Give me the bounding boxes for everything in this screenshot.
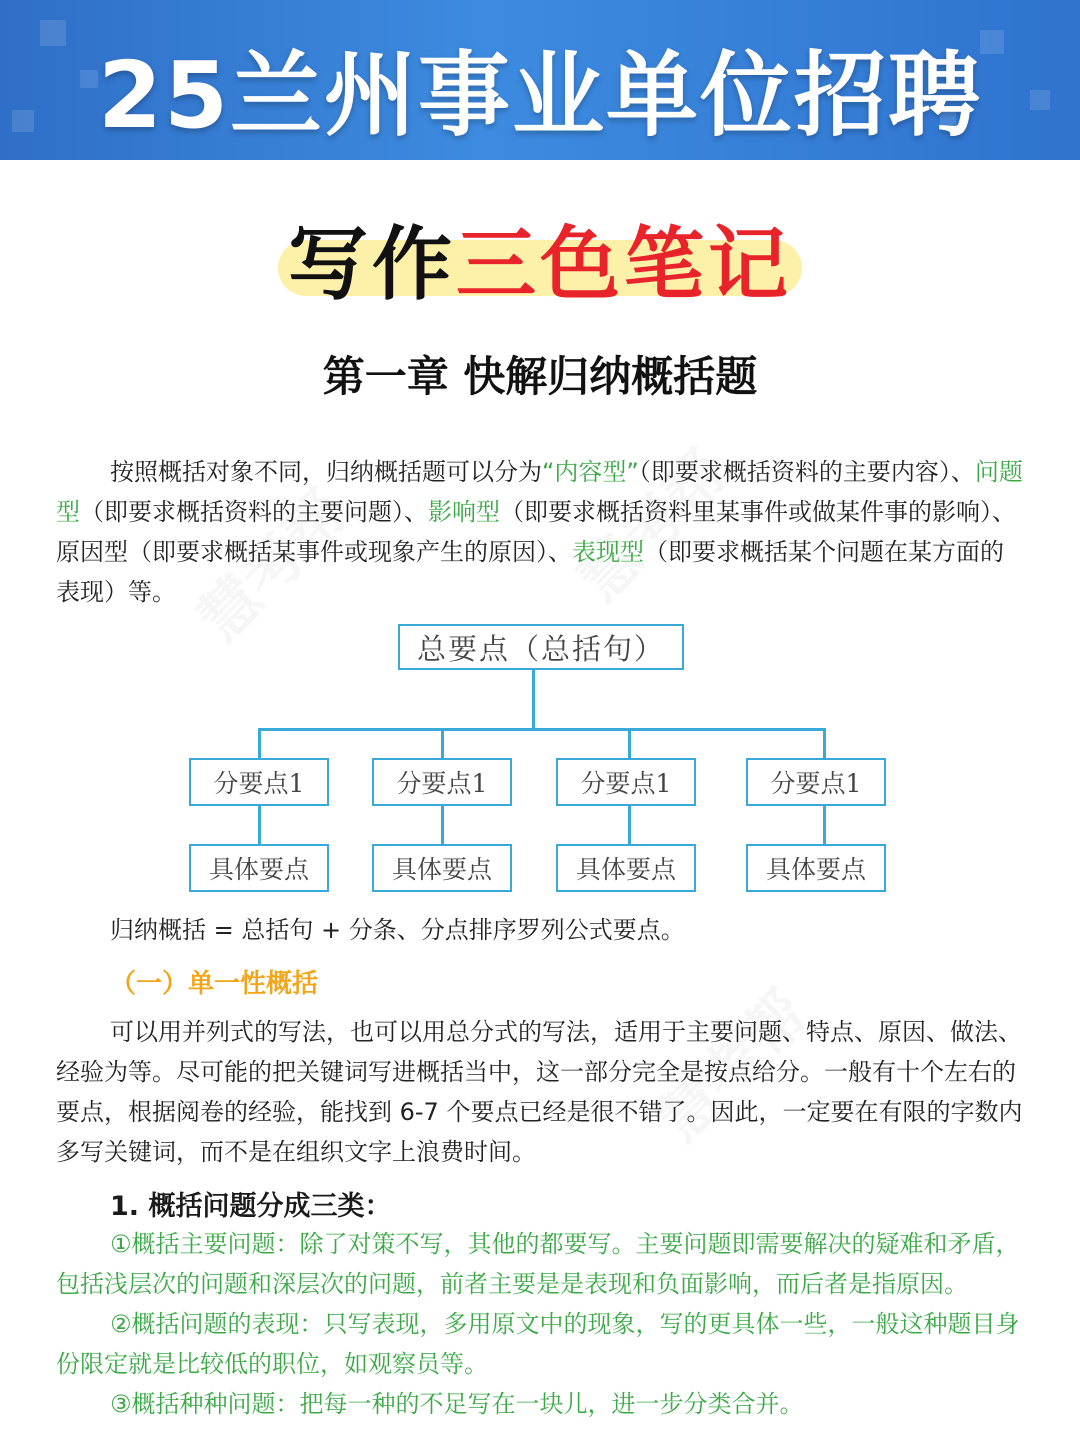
subtitle-part1: 写作 <box>288 218 456 311</box>
keyword-content-type: “内容型” <box>542 458 639 486</box>
diagram-connector <box>628 728 631 758</box>
diagram-connector <box>441 728 444 758</box>
intro-paragraph: 按照概括对象不同，归纳概括题可以分为“内容型”（即要求概括资料的主要内容）、问题型（即要求概括资料的主要问题）、影响型（即要求概括资料里某事件或做某件事的影响）、原因型（即要求概括某事件或现象产生的原因）、表现型（即要求概括某个问题在某方面的表现）等。 <box>56 458 1023 606</box>
diagram-detail-box: 具体要点 <box>372 844 512 892</box>
subtitle-part2: 三色笔记 <box>456 218 792 311</box>
diagram-connector <box>823 806 826 844</box>
diagram-detail-box: 具体要点 <box>746 844 886 892</box>
diagram-point-box: 分要点1 <box>746 758 886 806</box>
header-banner <box>0 0 1080 160</box>
diagram-detail-box: 具体要点 <box>556 844 696 892</box>
list-item: ③概括种种问题：把每一种的不足写在一块儿，进一步分类合并。 <box>110 1390 804 1418</box>
section-body: 可以用并列式的写法，也可以用总分式的写法，适用于主要问题、特点、原因、做法、经验为等。尽可能的把关键词写进概括当中，这一部分完全是按点给分。一般有十个左右的要点，根据阅卷的经验，能找到 6-7 个要点已经是很不错了。因此，一定要在有限的字数内多写关键词，而不是在组织文字上浪费时间。 <box>56 1018 1023 1166</box>
diagram-connector <box>532 670 535 730</box>
banner-title: 25兰州事业单位招聘 <box>97 42 983 149</box>
diagram-detail-box: 具体要点 <box>189 844 329 892</box>
chapter-title: 第一章 快解归纳概括题 <box>322 352 758 401</box>
diagram-connector <box>258 806 261 844</box>
list-item: ①概括主要问题：除了对策不写，其他的都要写。主要问题即需要解决的疑难和矛盾，包括浅层次的问题和深层次的问题，前者主要是是表现和负面影响，而后者是指原因。 <box>56 1230 1020 1298</box>
formula-line: 归纳概括 = 总括句 + 分条、分点排序罗列公式要点。 <box>110 916 685 944</box>
list-item: ②概括问题的表现：只写表现，多用原文中的现象，写的更具体一些，一般这种题目身份限定就是比较低的职位，如观察员等。 <box>56 1310 1020 1378</box>
diagram-point-box: 分要点1 <box>556 758 696 806</box>
diagram-connector <box>258 728 261 758</box>
diagram-connector <box>628 806 631 844</box>
diagram-point-box: 分要点1 <box>189 758 329 806</box>
diagram-top-box: 总要点（总括句） <box>398 624 684 670</box>
subsection-heading: 1. 概括问题分成三类： <box>110 1191 392 1222</box>
section-heading: （一）单一性概括 <box>110 969 319 999</box>
diagram-connector <box>441 806 444 844</box>
keyword-impact-type: 影响型 <box>428 498 500 526</box>
keyword-manifest-type: 表现型 <box>572 538 644 566</box>
keyword-problem-type: 问题型 <box>56 458 1023 526</box>
diagram-point-box: 分要点1 <box>372 758 512 806</box>
subtitle <box>0 200 1080 315</box>
diagram-connector <box>823 728 826 758</box>
diagram-connector <box>258 728 826 731</box>
